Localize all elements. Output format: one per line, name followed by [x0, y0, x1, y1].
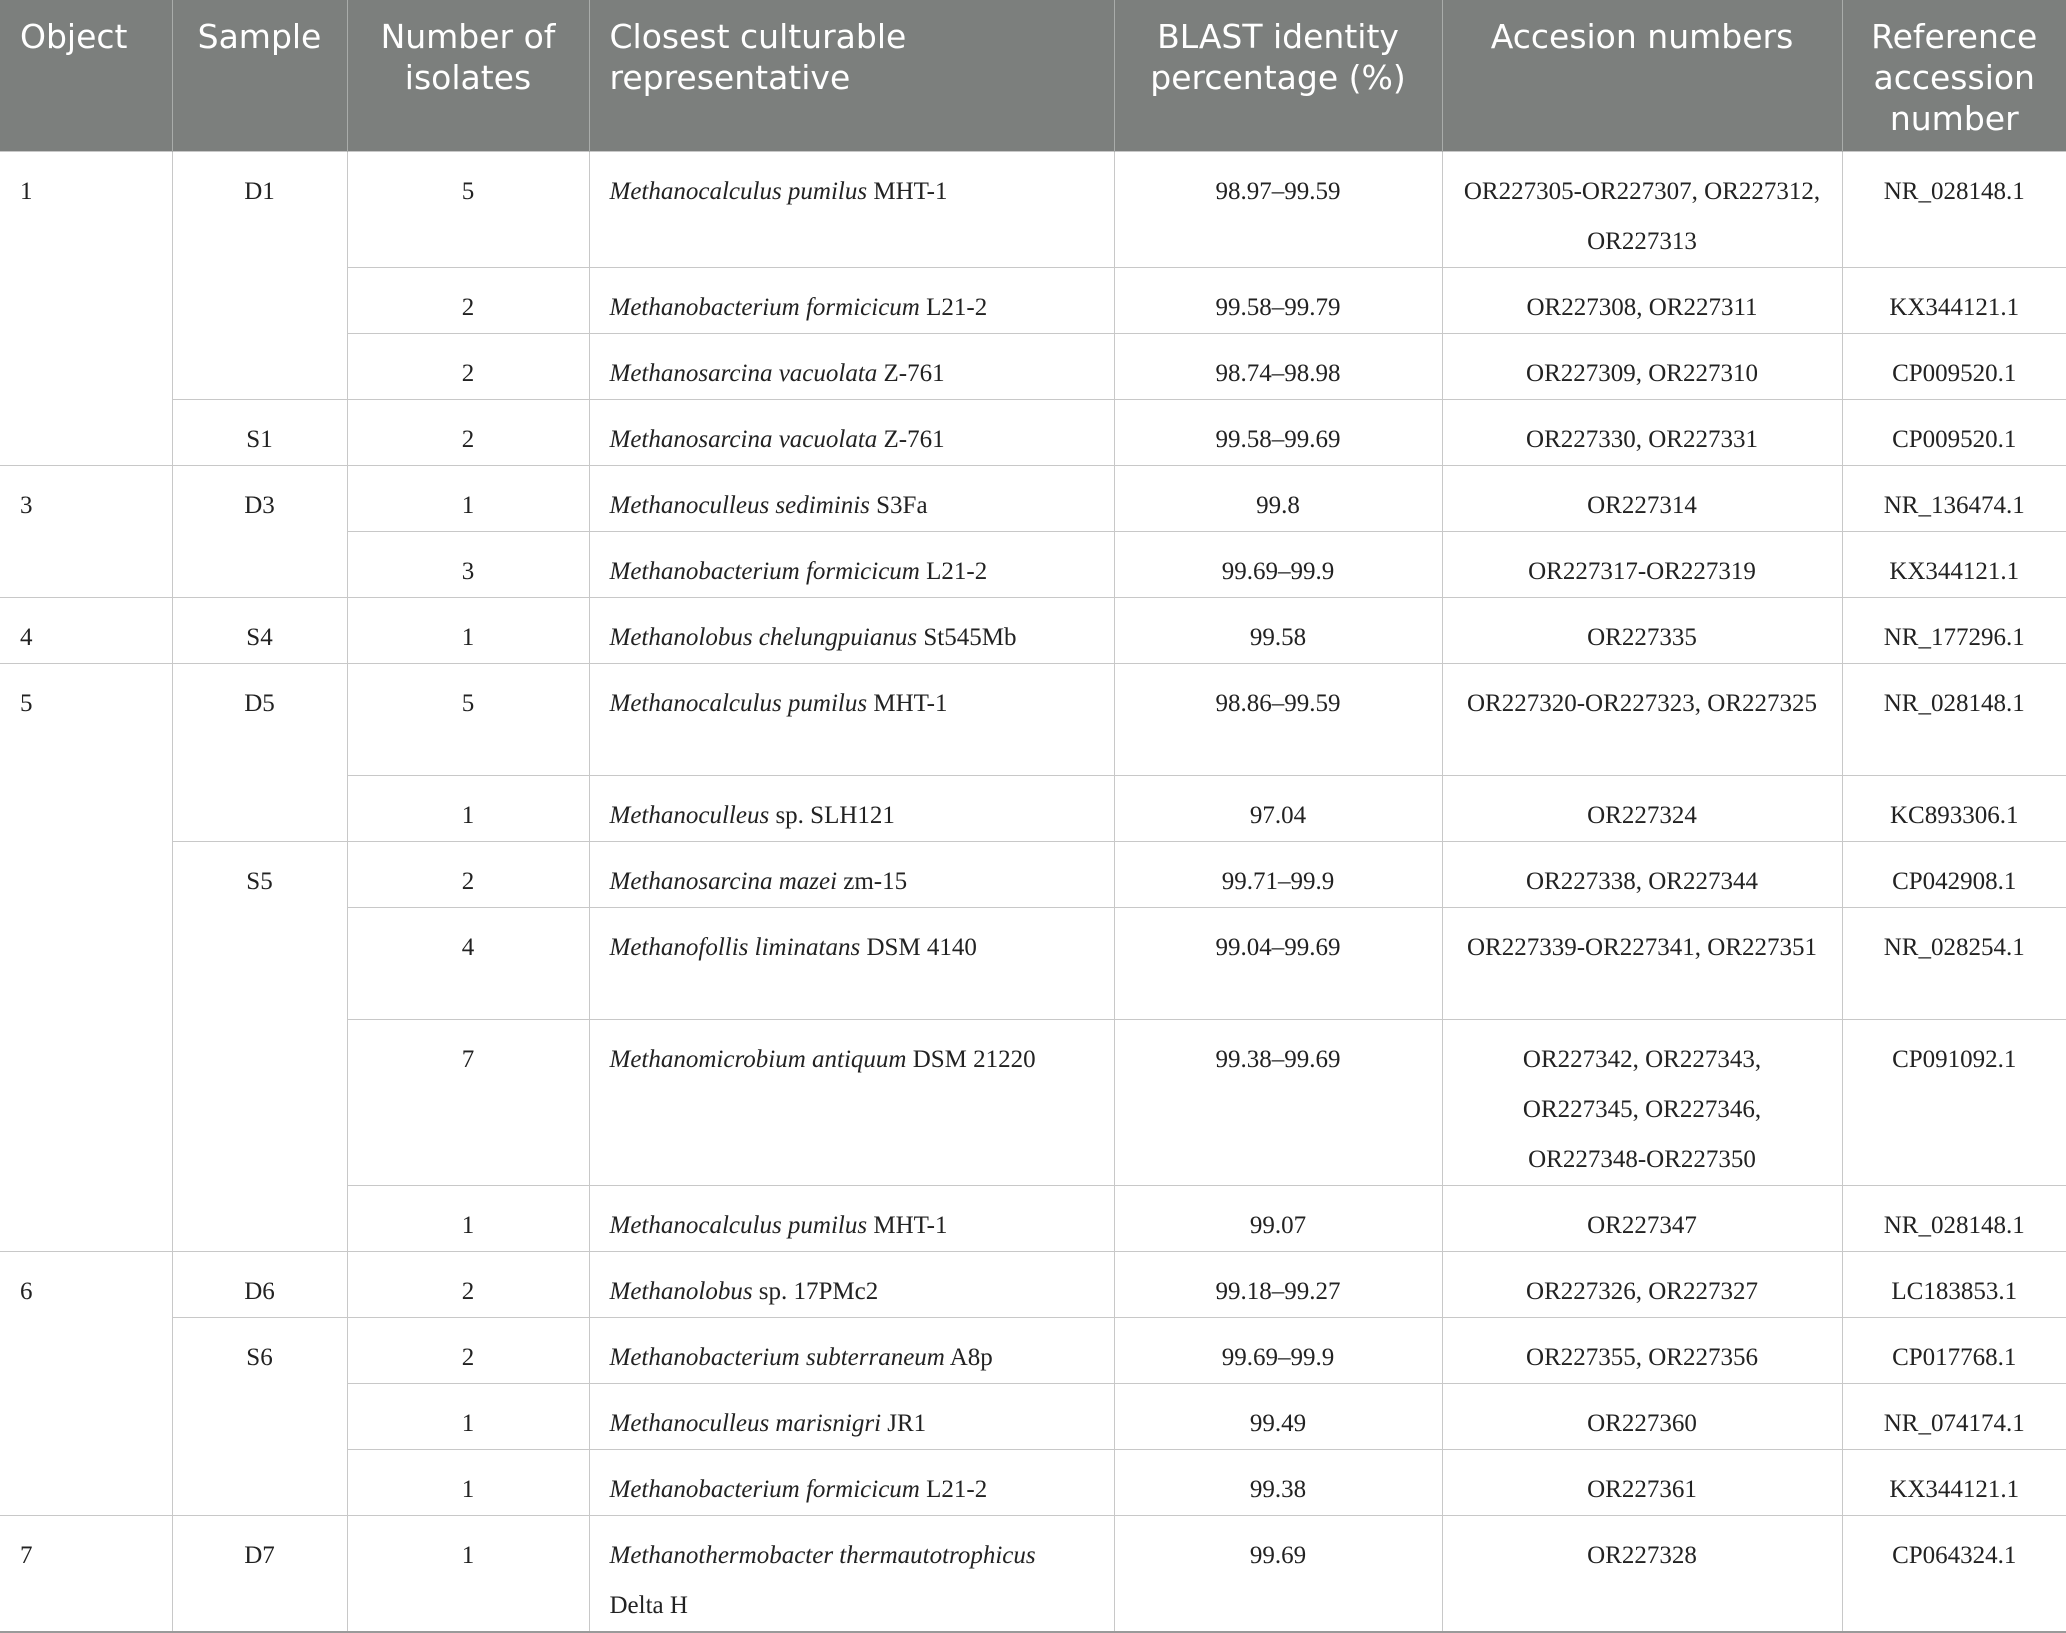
species-name: Methanocalculus pumilus	[609, 1212, 868, 1239]
strain-name: Delta H	[609, 1592, 688, 1619]
accession-cell: OR227305-OR227307, OR227312, OR227313	[1442, 152, 1842, 268]
strain-name: Z-761	[883, 426, 945, 453]
representative-cell	[589, 1450, 1114, 1516]
strain-name: sp. SLH121	[775, 802, 895, 829]
object-cell: 3	[0, 466, 172, 598]
accession-cell: OR227328	[1442, 1516, 1842, 1633]
accession-cell: OR227330, OR227331	[1442, 400, 1842, 466]
representative-cell	[589, 152, 1114, 268]
strain-name: MHT-1	[873, 178, 948, 205]
strain-name: Z-761	[883, 360, 945, 387]
species-name: Methanocalculus pumilus	[609, 690, 868, 717]
header-reference-accession: Reference accession number	[1842, 0, 2066, 152]
identity-cell: 99.07	[1114, 1186, 1442, 1252]
strain-name: S3Fa	[876, 492, 928, 519]
identity-cell: 99.58	[1114, 598, 1442, 664]
representative-cell	[589, 466, 1114, 532]
species-name: Methanothermobacter thermautotrophicus	[609, 1542, 1036, 1569]
isolates-cell: 2	[347, 1252, 589, 1318]
strain-name: MHT-1	[873, 1212, 948, 1239]
reference-cell: KX344121.1	[1842, 1450, 2066, 1516]
reference-cell: KX344121.1	[1842, 268, 2066, 334]
reference-cell: NR_028254.1	[1842, 908, 2066, 1020]
isolates-cell: 2	[347, 400, 589, 466]
species-name: Methanofollis liminatans	[609, 934, 861, 961]
strain-name: L21-2	[926, 294, 988, 321]
representative-cell	[589, 842, 1114, 908]
identity-cell: 99.38–99.69	[1114, 1020, 1442, 1186]
isolates-cell: 2	[347, 842, 589, 908]
reference-cell: CP009520.1	[1842, 334, 2066, 400]
header-blast-identity: BLAST identity percentage (%)	[1114, 0, 1442, 152]
isolates-cell: 1	[347, 1186, 589, 1252]
reference-cell: NR_028148.1	[1842, 664, 2066, 776]
isolates-cell: 1	[347, 1450, 589, 1516]
accession-cell: OR227338, OR227344	[1442, 842, 1842, 908]
isolates-cell: 7	[347, 1020, 589, 1186]
accession-cell: OR227309, OR227310	[1442, 334, 1842, 400]
isolates-cell: 2	[347, 268, 589, 334]
representative-cell	[589, 1516, 1114, 1633]
species-name: Methanomicrobium antiquum	[609, 1046, 907, 1073]
table-row	[0, 152, 2066, 268]
accession-cell: OR227360	[1442, 1384, 1842, 1450]
species-name: Methanosarcina vacuolata	[609, 360, 878, 387]
sample-cell: D6	[172, 1252, 347, 1318]
strain-name: St545Mb	[923, 624, 1017, 651]
identity-cell: 99.49	[1114, 1384, 1442, 1450]
isolates-cell: 2	[347, 334, 589, 400]
accession-cell: OR227355, OR227356	[1442, 1318, 1842, 1384]
reference-cell: KC893306.1	[1842, 776, 2066, 842]
isolates-cell: 1	[347, 1516, 589, 1633]
header-accession-numbers: Accesion numbers	[1442, 0, 1842, 152]
isolates-cell: 1	[347, 1384, 589, 1450]
strain-name: L21-2	[926, 1476, 988, 1503]
identity-cell: 98.97–99.59	[1114, 152, 1442, 268]
accession-cell: OR227320-OR227323, OR227325	[1442, 664, 1842, 776]
reference-cell: CP017768.1	[1842, 1318, 2066, 1384]
species-name: Methanoculleus marisnigri	[609, 1410, 882, 1437]
reference-cell: NR_028148.1	[1842, 1186, 2066, 1252]
reference-cell: NR_177296.1	[1842, 598, 2066, 664]
isolates-cell: 1	[347, 776, 589, 842]
representative-cell	[589, 334, 1114, 400]
identity-cell: 99.8	[1114, 466, 1442, 532]
representative-cell	[589, 1252, 1114, 1318]
representative-cell	[589, 776, 1114, 842]
table-row	[0, 1252, 2066, 1318]
isolates-cell: 2	[347, 1318, 589, 1384]
species-name: Methanoculleus	[609, 802, 770, 829]
species-name: Methanolobus	[609, 1278, 753, 1305]
identity-cell: 99.58–99.69	[1114, 400, 1442, 466]
species-name: Methanosarcina mazei	[609, 868, 838, 895]
accession-cell: OR227314	[1442, 466, 1842, 532]
reference-cell: NR_028148.1	[1842, 152, 2066, 268]
strain-name: DSM 21220	[912, 1046, 1036, 1073]
isolates-cell: 4	[347, 908, 589, 1020]
species-name: Methanoculleus sediminis	[609, 492, 870, 519]
accession-cell: OR227326, OR227327	[1442, 1252, 1842, 1318]
strain-name: JR1	[887, 1410, 927, 1437]
reference-cell: NR_136474.1	[1842, 466, 2066, 532]
reference-cell: CP009520.1	[1842, 400, 2066, 466]
reference-cell: CP091092.1	[1842, 1020, 2066, 1186]
accession-cell: OR227361	[1442, 1450, 1842, 1516]
species-name: Methanobacterium formicicum	[609, 558, 920, 585]
table-row	[0, 466, 2066, 532]
representative-cell	[589, 1186, 1114, 1252]
representative-cell	[589, 532, 1114, 598]
header-row	[0, 0, 2066, 152]
header-closest-representative: Closest culturable representative	[589, 0, 1114, 152]
identity-cell: 99.04–99.69	[1114, 908, 1442, 1020]
sample-cell: S5	[172, 842, 347, 1252]
table-row	[0, 598, 2066, 664]
identity-cell: 99.58–99.79	[1114, 268, 1442, 334]
reference-cell: NR_074174.1	[1842, 1384, 2066, 1450]
identity-cell: 98.74–98.98	[1114, 334, 1442, 400]
table-row	[0, 1516, 2066, 1633]
accession-cell: OR227342, OR227343, OR227345, OR227346, OR227348-OR227350	[1442, 1020, 1842, 1186]
species-name: Methanosarcina vacuolata	[609, 426, 878, 453]
identity-cell: 99.38	[1114, 1450, 1442, 1516]
sample-cell: S1	[172, 400, 347, 466]
isolates-cell: 5	[347, 664, 589, 776]
object-cell: 5	[0, 664, 172, 1252]
strain-name: DSM 4140	[866, 934, 977, 961]
reference-cell: LC183853.1	[1842, 1252, 2066, 1318]
identity-cell: 99.69–99.9	[1114, 532, 1442, 598]
representative-cell	[589, 268, 1114, 334]
strain-name: L21-2	[926, 558, 988, 585]
representative-cell	[589, 1318, 1114, 1384]
identity-cell: 99.18–99.27	[1114, 1252, 1442, 1318]
reference-cell: CP064324.1	[1842, 1516, 2066, 1633]
sample-cell: S4	[172, 598, 347, 664]
representative-cell	[589, 664, 1114, 776]
table-row	[0, 1318, 2066, 1384]
accession-cell: OR227335	[1442, 598, 1842, 664]
reference-cell: CP042908.1	[1842, 842, 2066, 908]
representative-cell	[589, 400, 1114, 466]
object-cell: 7	[0, 1516, 172, 1633]
representative-cell	[589, 1020, 1114, 1186]
isolates-cell: 1	[347, 466, 589, 532]
isolates-cell: 5	[347, 152, 589, 268]
representative-cell	[589, 908, 1114, 1020]
table-row	[0, 400, 2066, 466]
sample-cell: D7	[172, 1516, 347, 1633]
header-sample: Sample	[172, 0, 347, 152]
identity-cell: 99.69–99.9	[1114, 1318, 1442, 1384]
species-name: Methanobacterium formicicum	[609, 1476, 920, 1503]
isolates-cell: 1	[347, 598, 589, 664]
accession-cell: OR227308, OR227311	[1442, 268, 1842, 334]
identity-cell: 99.71–99.9	[1114, 842, 1442, 908]
reference-cell: KX344121.1	[1842, 532, 2066, 598]
identity-cell: 97.04	[1114, 776, 1442, 842]
species-name: Methanocalculus pumilus	[609, 178, 868, 205]
sample-cell: D3	[172, 466, 347, 598]
table-row	[0, 842, 2066, 908]
strain-name: sp. 17PMc2	[758, 1278, 879, 1305]
object-cell: 4	[0, 598, 172, 664]
species-name: Methanolobus chelungpuianus	[609, 624, 918, 651]
header-number-of-isolates: Number of isolates	[347, 0, 589, 152]
representative-cell	[589, 1384, 1114, 1450]
sample-cell: D5	[172, 664, 347, 842]
sample-cell: D1	[172, 152, 347, 400]
isolates-cell: 3	[347, 532, 589, 598]
species-name: Methanobacterium subterraneum	[609, 1344, 945, 1371]
strain-name: zm-15	[843, 868, 908, 895]
sample-cell: S6	[172, 1318, 347, 1516]
accession-cell: OR227317-OR227319	[1442, 532, 1842, 598]
accession-cell: OR227324	[1442, 776, 1842, 842]
object-cell: 1	[0, 152, 172, 466]
species-name: Methanobacterium formicicum	[609, 294, 920, 321]
representative-cell	[589, 598, 1114, 664]
identity-cell: 98.86–99.59	[1114, 664, 1442, 776]
strain-name: MHT-1	[873, 690, 948, 717]
header-object: Object	[0, 0, 172, 152]
strain-name: A8p	[949, 1344, 993, 1371]
accession-cell: OR227347	[1442, 1186, 1842, 1252]
identity-cell: 99.69	[1114, 1516, 1442, 1633]
object-cell: 6	[0, 1252, 172, 1516]
table-row	[0, 664, 2066, 776]
accession-cell: OR227339-OR227341, OR227351	[1442, 908, 1842, 1020]
